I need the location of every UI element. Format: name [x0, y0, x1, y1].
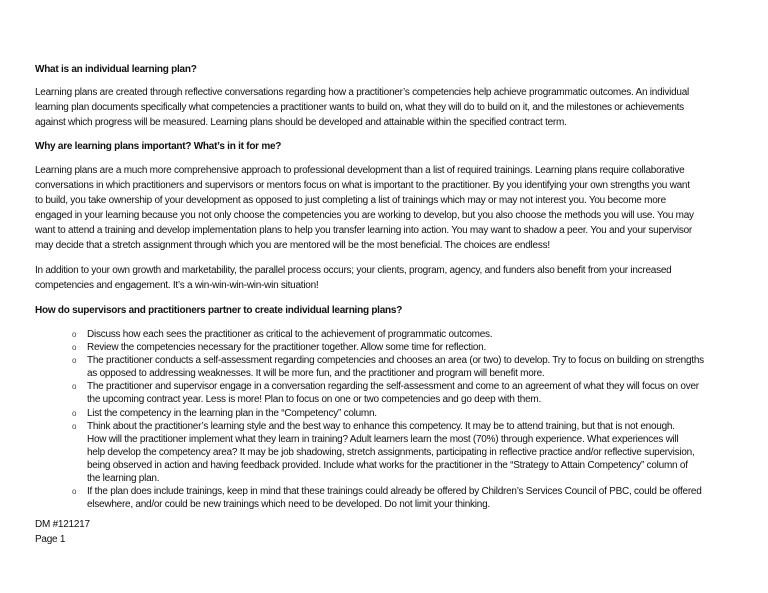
list-item: [0, 328, 704, 341]
list-item-line: List the competency in the learning plan in the “Competency” column.: [87, 407, 377, 419]
bullet-circle-icon: o: [72, 487, 77, 497]
text-line: to build, you take ownership of your development as opposed to just completing a list of trainings which may or may not interest you. You become more: [35, 195, 666, 206]
list-item: [0, 341, 704, 354]
text-line: conversations in which practitioners and supervisors or mentors focus on what is important to the practitioner. By you identifying your own strengths you want: [35, 180, 690, 191]
list-item-line: Discuss how each sees the practitioner as critical to the achievement of programmatic outcomes.: [87, 329, 493, 340]
list-item-line: Think about the practitioner’s learning style and the best way to enhance this competency. It may be to attend training, but that is not enough.: [87, 420, 675, 432]
list-item: [0, 420, 704, 485]
list-item-line: being observed in action and having feedback provided. Include what works for the practitioner in the “Strategy to Attain Competency” column of: [87, 459, 688, 471]
list-item-line: the learning plan.: [87, 473, 160, 485]
list-item-line: elsewhere, and/or could be new trainings which need to be developed. Do not limit your thinking.: [87, 499, 490, 511]
list-item-line: Review the competencies necessary for the practitioner together. Allow some time for reflection.: [87, 342, 486, 354]
text-line: engaged in your learning because you not only choose the competencies you are working to develop, but you also choose the methods you will use. You may: [35, 210, 694, 221]
document-id: DM #121217: [35, 519, 90, 530]
list-item: [0, 380, 704, 406]
bullet-circle-icon: o: [72, 356, 77, 366]
text-line: Learning plans are a much more comprehensive approach to professional development than a list of required trainings. Learning plans require collaborative: [35, 165, 685, 176]
text-line: In addition to your own growth and marketability, the parallel process occurs; your clients, program, agency, and funders also benefit from your increased: [35, 265, 672, 276]
heading-what-is-ilp: What is an individual learning plan?: [35, 64, 197, 75]
paragraph-why: [35, 163, 694, 253]
bullet-circle-icon: o: [72, 330, 77, 339]
list-item-line: help develop the competency area? It may be job shadowing, stretch assignments, participating in reflective practice and/or reflective supervision,: [87, 446, 695, 458]
bullet-circle-icon: o: [72, 421, 77, 431]
text-line: competencies and engagement. It’s a win-win-win-win-win situation!: [35, 280, 319, 291]
list-item-line: How will the practitioner implement what they learn in training? Adult learners learn the most (70%) through experience. What experiences will: [87, 433, 679, 445]
text-line: learning plan documents specifically what competencies a practitioner wants to build on, what they will do to build on it, and the milestones or achievements: [35, 102, 684, 113]
paragraph-intro: [35, 85, 689, 130]
list-item-line: The practitioner conducts a self-assessment regarding competencies and chooses an area (or two) to develop. Try to focus on building on strengths: [87, 355, 704, 367]
text-line: Learning plans are created through reflective conversations regarding how a practitioner’s competencies help achieve programmatic outcomes. An individual: [35, 87, 689, 98]
bullet-circle-icon: o: [72, 382, 77, 392]
heading-how-partner: How do supervisors and practitioners partner to create individual learning plans?: [35, 305, 403, 316]
text-line: against which progress will be measured. Learning plans should be developed and attainable within the specified contract term.: [35, 117, 567, 128]
list-item-line: as opposed to addressing weaknesses. It will be more fun, and the practitioner and program will benefit more.: [87, 368, 545, 380]
footer: [35, 517, 90, 547]
bullet-circle-icon: o: [72, 343, 77, 353]
list-item-line: the upcoming contract year. Less is more! Plan to focus on one or two competencies and go deep with them.: [87, 394, 542, 406]
list-item: [0, 407, 704, 420]
text-line: want to attend a training and develop implementation plans to help you transfer learning into action. You may want to shadow a peer. You and your supervisor: [35, 225, 693, 236]
list-item-line: If the plan does include trainings, keep in mind that these trainings could already be offered by Children’s Services Council of PBC, could be offered: [87, 486, 702, 498]
bullet-list: [0, 328, 704, 511]
text-line: may decide that a stretch assignment through which you are mentored will be the most beneficial. The choices are endless!: [35, 240, 550, 251]
bullet-circle-icon: o: [72, 408, 77, 418]
list-item: [0, 354, 704, 380]
list-item-line: The practitioner and supervisor engage in a conversation regarding the self-assessment and come to an agreement of what they will focus on over: [87, 381, 699, 393]
paragraph-addition: [35, 263, 671, 293]
list-item: [0, 485, 704, 511]
heading-why-important: Why are learning plans important? What’s in it for me?: [35, 141, 282, 152]
page-number: Page 1: [35, 534, 66, 545]
